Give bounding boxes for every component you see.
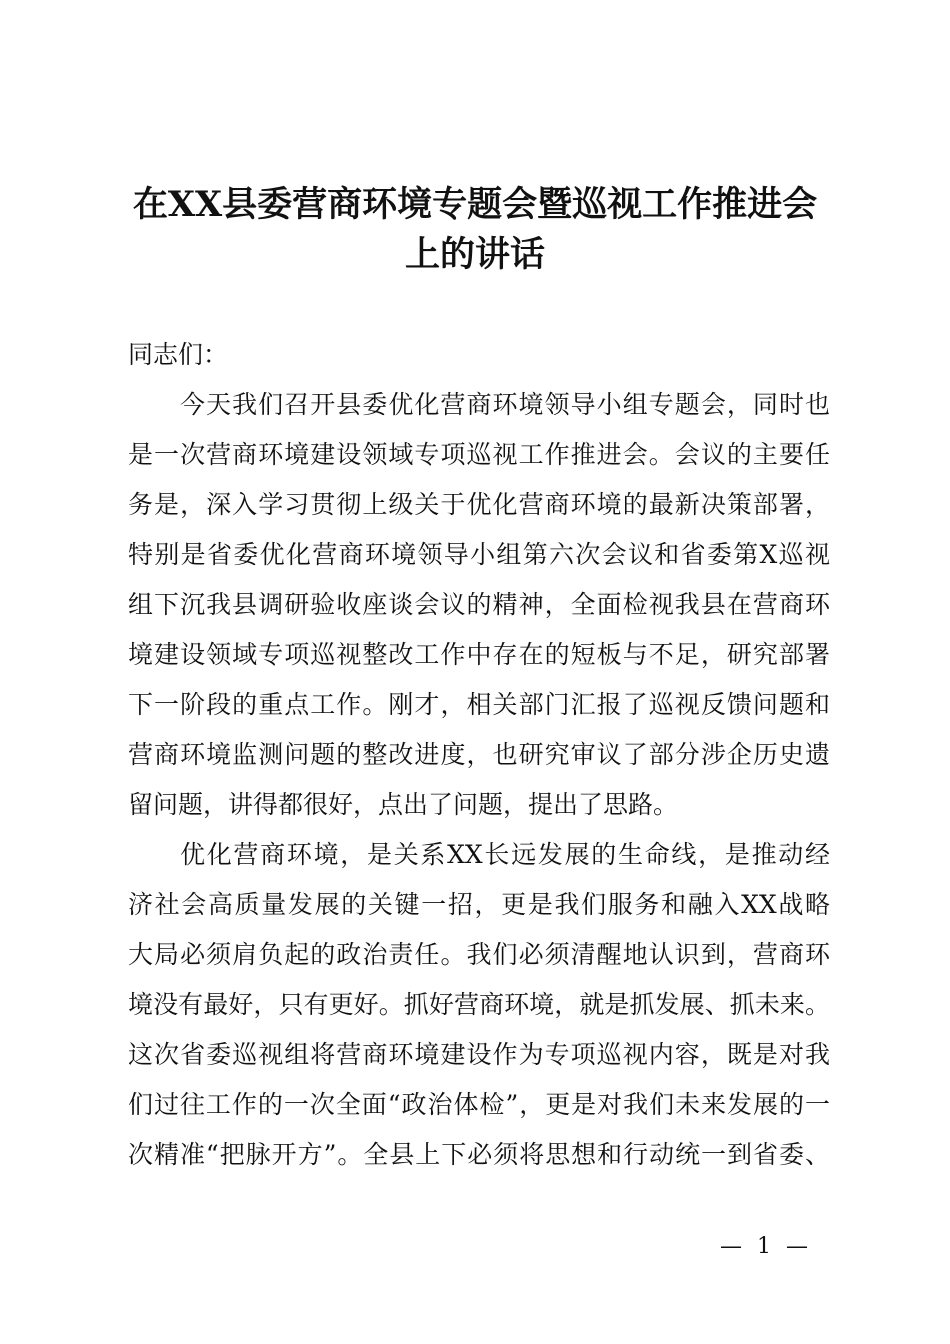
- text-line: 们过往工作的一次全面“政治体检”，更是对我们未来发展的一: [128, 1090, 830, 1119]
- paragraph-1: [128, 380, 830, 830]
- text-line: 大局必须肩负起的政治责任。我们必须清醒地认识到，营商环: [128, 940, 830, 969]
- paragraph-2: [128, 830, 830, 1180]
- text-line: 是一次营商环境建设领域专项巡视工作推进会。会议的主要任: [128, 440, 830, 469]
- salutation: 同志们：: [128, 340, 229, 369]
- text-line: 今天我们召开县委优化营商环境领导小组专题会，同时也: [180, 390, 830, 419]
- page-number: — 1 —: [720, 1234, 812, 1259]
- document-body: [128, 330, 830, 1180]
- text-line: 营商环境监测问题的整改进度，也研究审议了部分涉企历史遗: [128, 740, 830, 769]
- text-line: 留问题，讲得都很好，点出了问题，提出了思路。: [128, 790, 679, 819]
- text-line: 下一阶段的重点工作。刚才，相关部门汇报了巡视反馈问题和: [128, 690, 830, 719]
- title-line-1: 在XX县委营商环境专题会暨巡视工作推进会: [132, 184, 818, 225]
- text-line: 境建设领域专项巡视整改工作中存在的短板与不足，研究部署: [128, 640, 830, 669]
- text-line: 特别是省委优化营商环境领导小组第六次会议和省委第X巡视: [128, 540, 830, 569]
- document-title: [0, 180, 950, 280]
- title-line-2: 上的讲话: [404, 234, 545, 275]
- text-line: 次精准“把脉开方”。全县上下必须将思想和行动统一到省委、: [128, 1140, 830, 1169]
- text-line: 组下沉我县调研验收座谈会议的精神，全面检视我县在营商环: [128, 590, 830, 619]
- text-line: 这次省委巡视组将营商环境建设作为专项巡视内容，既是对我: [128, 1040, 830, 1069]
- text-line: 优化营商环境，是关系XX长远发展的生命线，是推动经: [180, 840, 830, 869]
- text-line: 境没有最好，只有更好。抓好营商环境，就是抓发展、抓未来。: [128, 990, 830, 1019]
- text-line: 务是，深入学习贯彻上级关于优化营商环境的最新决策部署，: [128, 490, 830, 519]
- text-line: 济社会高质量发展的关键一招，更是我们服务和融入XX战略: [128, 890, 830, 919]
